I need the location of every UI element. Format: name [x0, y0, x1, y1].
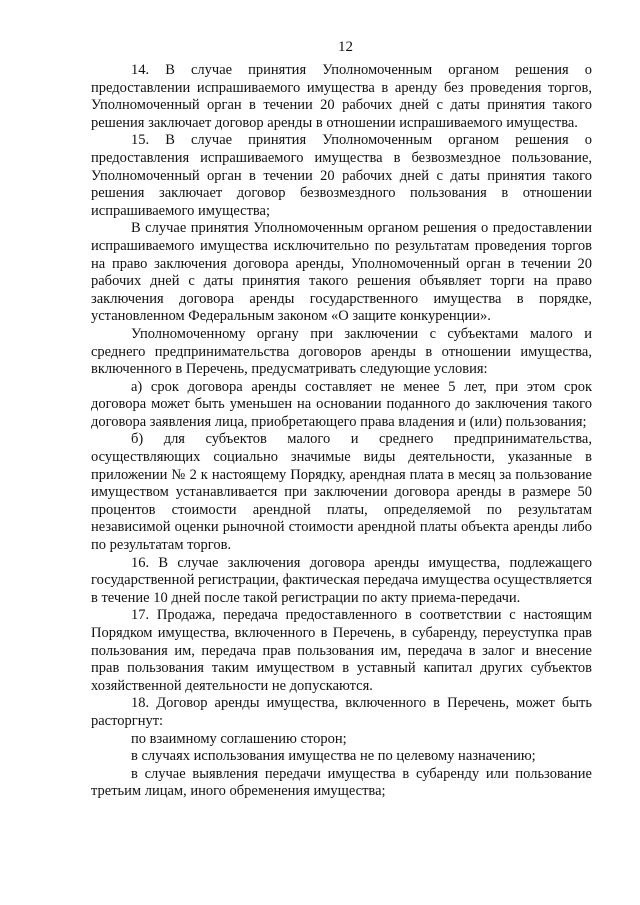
paragraph-18: 18. Договор аренды имущества, включенного в Перечень, может быть расторгнут: [91, 695, 592, 729]
paragraph-14: 14. В случае принятия Уполномоченным органом решения о предоставлении испрашиваемого имущества в аренду без проведения торгов, Уполномоченный орган в течении 20 рабочих дней с даты принятия такого решения заключает договор аренды в отношении испрашиваемого имущества. [91, 62, 592, 131]
paragraph-condition-a: а) срок договора аренды составляет не менее 5 лет, при этом срок договора может быть уменьшен на основании поданного до заключения такого договора заявления лица, приобретающего права владения и (или) пользования; [91, 378, 592, 430]
paragraph-18-item-1: по взаимному соглашению сторон; [131, 730, 347, 747]
paragraph-18-item-3: в случае выявления передачи имущества в субаренду или пользование третьим лицам, иного обременения имущества; [91, 765, 592, 800]
page-number: 12 [338, 39, 353, 55]
paragraph-15: 15. В случае принятия Уполномоченным органом решения о предоставления испрашиваемого имущества в безвозмездное пользование, Уполномоченный орган в течении 20 рабочих дней с даты принятия такого решения заключает договор безвозмездного пользования в отношении испрашиваемого имущества; [91, 132, 592, 219]
paragraph-18-item-2: в случаях использования имущества не по целевому назначению; [131, 748, 536, 765]
paragraph-conditions: Уполномоченному органу при заключении с субъектами малого и среднего предпринимательства договоров аренды в отношении имущества, включенного в Перечень, предусматривать следующие условия: [91, 325, 592, 378]
paragraph-16: 16. В случае заключения договора аренды имущества, подлежащего государственной регистрации, фактическая передача имущества осуществляется в течение 10 дней после такой регистрации по акту приема-передачи. [91, 554, 592, 606]
paragraph-17: 17. Продажа, передача предоставленного в соответствии с настоящим Порядком имущества, включенного в Перечень, в субаренду, переуступка прав пользования им, передача прав пользования им, передача в залог и внесение прав пользования таким имуществом в уставный капитал других субъектов хозяйственной деятельности не допускаются. [91, 607, 592, 694]
paragraph-auction: В случае принятия Уполномоченным органом решения о предоставлении испрашиваемого имущества исключительно по результатам проведения торгов на право заключения договора аренды, Уполномоченный орган в течении 20 рабочих дней с даты принятия такого решения объявляет торги на право заключения договора аренды государственного имущества в порядке, установленном Федеральным законом «О защите конкуренции». [91, 220, 592, 325]
paragraph-condition-b: б) для субъектов малого и среднего предпринимательства, осуществляющих социально значимые виды деятельности, указанные в приложении № 2 к настоящему Порядку, арендная плата в месяц за пользование имуществом устанавливается при заключении договора аренды в размере 50 процентов стоимости арендной платы, определяемой по результатам независимой оценки рыночной стоимости арендной платы объекта аренды либо по результатам торгов. [91, 431, 592, 554]
